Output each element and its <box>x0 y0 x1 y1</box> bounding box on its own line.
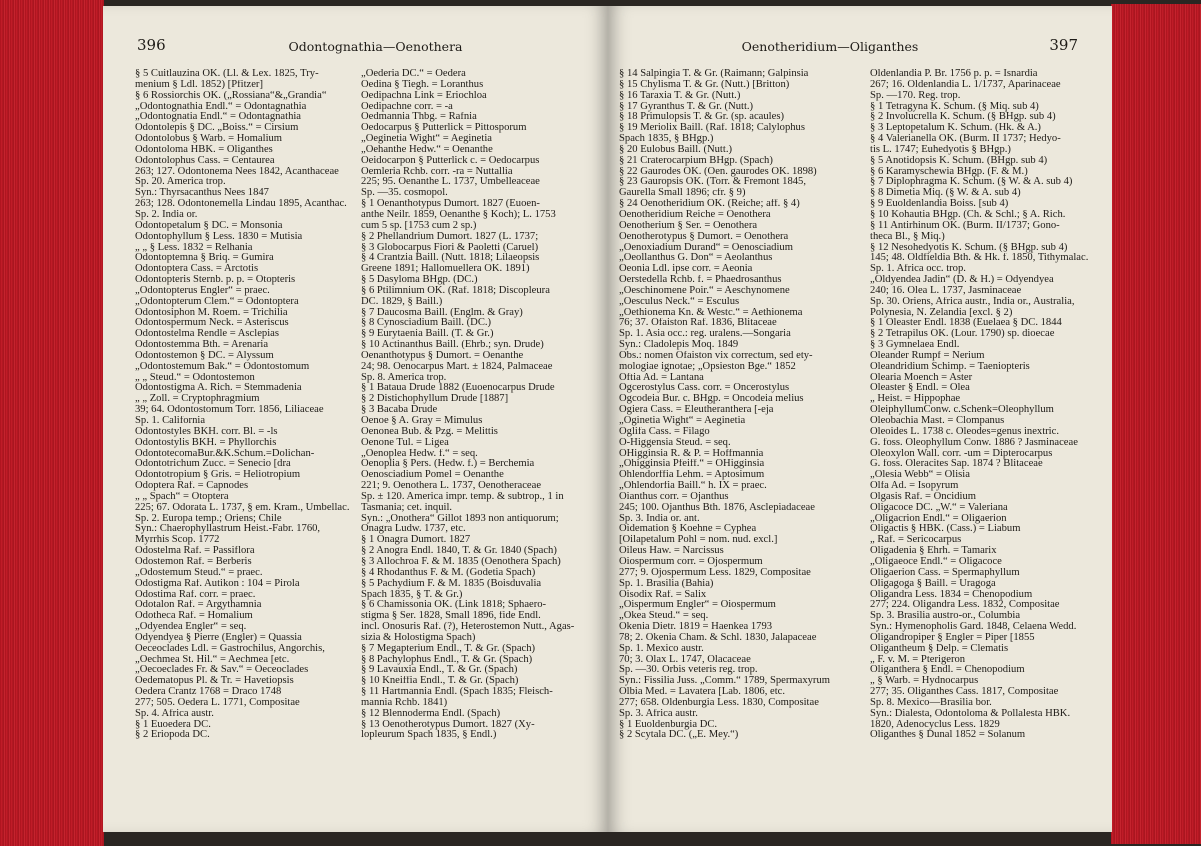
entry-line: Odontopteris Sternb. p. p. = Otopteris <box>135 275 296 286</box>
entry-line: mologiae ignotae; „Opsieston Bge.“ 1852 <box>619 361 796 372</box>
entry-line: „Odontostemum Bak.“ = Odontostomum <box>135 361 310 372</box>
entry-line: „Odontognathia Endl.“ = Odontagnathia <box>135 101 307 112</box>
entry-line: § 3 Globocarpus Fiori & Paoletti (Caruel) <box>361 242 539 253</box>
entry-line: Oenosciadium Pomel = Oenanthe <box>361 470 504 481</box>
right-page-number: 397 <box>1049 36 1078 54</box>
entry-line: 221; 9. Oenothera L. 1737, Oenotheraceae <box>361 481 542 492</box>
entry-line: Spach 1835, § T. & Gr.) <box>361 589 463 600</box>
entry-line: § 24 Oenotheridium OK. (Reiche; aff. § 4) <box>619 199 800 210</box>
entry-line: § 20 Eulobus Baill. (Nutt.) <box>619 144 732 155</box>
entry-line: Ogcerostylus Cass. corr. = Oncerostylus <box>619 383 790 394</box>
entry-line: Oileus Haw. = Narcissus <box>619 546 724 557</box>
entry-line: Oligacoce DC. „W.“ = Valeriana <box>870 502 1008 513</box>
entry-line: Odostelma Raf. = Passiflora <box>135 546 255 557</box>
entry-line: 145; 48. Oldfieldia Bth. & Hk. f. 1850, Tithymalac. <box>870 253 1089 264</box>
entry-line: Sp. ± 120. America impr. temp. & subtrop., 1 in <box>361 491 564 502</box>
entry-line: Sp. 2. India or. <box>135 209 198 220</box>
entry-line: Olfa Ad. = Isopyrum <box>870 481 959 492</box>
entry-line: „ Heist. = Hippophae <box>870 394 961 405</box>
entry-line: Oedipachne corr. = -a <box>361 101 453 112</box>
entry-line: „Ohigginsia Pfeiff.“ = OHigginsia <box>619 459 765 470</box>
entry-line: § 13 Oenotherotypus Dumort. 1827 (Xy- <box>361 719 535 730</box>
entry-line: Onagra Ludw. 1737, etc. <box>361 524 466 535</box>
entry-line: Odontostelma Rendle = Asclepias <box>135 329 279 340</box>
entry-line: „Oederia DC.“ = Oedera <box>361 69 466 79</box>
entry-line: Sp. —35. cosmopol. <box>361 188 448 199</box>
entry-line: Oleandridium Schimp. = Taeniopteris <box>870 361 1030 372</box>
entry-line: 24; 98. Oenocarpus Mart. ± 1824, Palmaceae <box>361 361 553 372</box>
entry-line: Greene 1891; Hallomuellera OK. 1891) <box>361 264 530 275</box>
right-page <box>608 6 1112 832</box>
entry-line: „ „ Steud.“ = Odontostemon <box>135 372 255 383</box>
entry-line: Oerstedella Rchb. f. = Phaedrosanthus <box>619 275 782 286</box>
entry-line: § 1 Tetragyna K. Schum. (§ Miq. sub 4) <box>870 101 1039 112</box>
right-column-1 <box>619 69 844 741</box>
entry-line: § 1 Euoedera DC. <box>135 719 211 730</box>
entry-line: Odontostyles BKH. corr. Bl. = -ls <box>135 426 278 437</box>
entry-line: Sp. 30. Oriens, Africa austr., India or., Australia, <box>870 296 1075 307</box>
entry-line: Oldenlandia P. Br. 1756 p. p. = Isnardia <box>870 69 1038 79</box>
entry-line: § 18 Primulopsis T. & Gr. (sp. acaules) <box>619 112 784 123</box>
entry-line: § 4 Valerianella OK. (Burm. II 1737; Hedyo- <box>870 134 1061 145</box>
entry-line: Sp. 3. India or. ant. <box>619 513 700 524</box>
entry-line: Odyendyea § Pierre (Engler) = Quassia <box>135 632 302 643</box>
entry-line: Oenoe § A. Gray = Mimulus <box>361 416 483 426</box>
entry-line: Oligantheum § Delp. = Clematis <box>870 643 1009 654</box>
entry-line: § 8 Pachylophus Endl., T. & Gr. (Spach) <box>361 654 533 665</box>
entry-line: Oleoides L. 1738 c. Oleodes=genus inextric. <box>870 426 1059 437</box>
entry-line: Oeidocarpon § Putterlick c. = Oedocarpus <box>361 155 540 166</box>
entry-line: cum 5 sp. [1753 cum 2 sp.) <box>361 220 477 231</box>
entry-line: Oglifa Cass. = Filago <box>619 426 710 437</box>
entry-line: Polynesia, N. Zelandia [excl. § 2) <box>870 307 1013 318</box>
entry-line: § 2 Tetrapilus OK. (Lour. 1790) sp. dioecae <box>870 329 1055 340</box>
entry-line: Oenanthotypus § Dumort. = Oenanthe <box>361 350 524 361</box>
entry-line: Syn.: Cladolepis Moq. 1849 <box>619 340 739 351</box>
entry-line: Oenotherotypus § Dumort. = Oenothera <box>619 231 789 242</box>
entry-line: 263; 128. Odontonemella Lindau 1895, Acanthac. <box>135 199 347 210</box>
entry-line: Oenotherium § Ser. = Oenothera <box>619 220 758 231</box>
entry-line: Syn.: Fissilia Juss. „Comm.“ 1789, Spermaxyrum <box>619 676 830 687</box>
entry-line: 245; 100. Ojanthus Bth. 1876, Asclepiadaceae <box>619 502 815 513</box>
entry-line: § 11 Antirhinum OK. (Burm. II/1737; Gono- <box>870 220 1060 231</box>
entry-line: Ogiera Cass. = Eleutheranthera [-eja <box>619 405 774 416</box>
entry-line: Odotheca Raf. = Homalium <box>135 611 253 622</box>
entry-line: tis L. 1747; Euhedyotis § BHgp.) <box>870 144 1011 155</box>
entry-line: Odontoptera Cass. = Arctotis <box>135 264 259 275</box>
entry-line: § 8 Cynosciadium Baill. (DC.) <box>361 318 492 329</box>
entry-line: 277; 658. Oldenburgia Less. 1830, Compositae <box>619 697 819 708</box>
entry-line: Odontostylis BKH. = Phyllorchis <box>135 437 277 448</box>
entry-line: „Oispermum Engler“ = Oiospermum <box>619 600 776 611</box>
entry-line: Odontophyllum § Less. 1830 = Mutisia <box>135 231 303 242</box>
entry-line: Sp. 1. California <box>135 416 206 426</box>
entry-line: Odontoptemna § Briq. = Gumira <box>135 253 274 264</box>
entry-line: Odostima Raf. corr. = praec. <box>135 589 256 600</box>
entry-line: „Oeschinomene Poir.“ = Aeschynomene <box>619 285 790 296</box>
entry-line: Odontolepis § DC. „Boiss.“ = Cirsium <box>135 123 299 134</box>
entry-line: § 6 Rossiorchis OK. („Rossiana“&„Grandia“ <box>135 90 327 101</box>
entry-line: § 6 Karamyschewia BHgp. (F. & M.) <box>870 166 1028 177</box>
entry-line: Sp. 8. America trop. <box>361 372 447 383</box>
entry-line: „Oecoeclades Fr. & Sav.“ = Oeceoclades <box>135 665 309 676</box>
entry-line: Oligandropiper § Engler = Piper [1855 <box>870 632 1035 643</box>
entry-line: „Oehanthe Hedw.“ = Oenanthe <box>361 144 493 155</box>
entry-line: § 6 Chamissonia OK. (Link 1818; Sphaero- <box>361 600 547 611</box>
left-page <box>103 6 608 832</box>
entry-line: Oeonia Ldl. ipse corr. = Aeonia <box>619 264 753 275</box>
entry-line: Syn.: Hymenopholis Gard. 1848, Celaena Wedd. <box>870 622 1077 633</box>
entry-line: Odostemon Raf. = Berberis <box>135 556 252 567</box>
entry-line: Olbia Med. = Lavatera [Lab. 1806, etc. <box>619 687 785 698</box>
entry-line: G. foss. Oleracites Sap. 1874 ? Blitaceae <box>870 459 1043 470</box>
entry-line: § 15 Chylisma T. & Gr. (Nutt.) [Britton) <box>619 79 790 90</box>
entry-line: incl. Onosuris Raf. (?), Heterostemon Nutt., Agas- <box>361 622 575 633</box>
entry-line: Oftia Ad. = Lantana <box>619 372 704 383</box>
entry-line: Odontosiphon M. Roem. = Trichilia <box>135 307 288 318</box>
right-running-head: Oenotheridium—Oliganthes <box>741 39 919 54</box>
entry-line: Oenoplia § Pers. (Hedw. f.) = Berchemia <box>361 459 535 470</box>
entry-line: § 7 Diplophragma K. Schum. (§ W. & A. sub 4) <box>870 177 1073 188</box>
entry-line: Oligadenia § Ehrh. = Tamarix <box>870 546 997 557</box>
entry-line: § 4 Crantzia Baill. (Nutt. 1818; Lilaeopsis <box>361 253 540 264</box>
entry-line: theca Bl., § Miq.) <box>870 231 945 242</box>
entry-line: Odontoloma HBK. = Oliganthes <box>135 144 273 155</box>
entry-line: Odontostigma A. Rich. = Stemmadenia <box>135 383 302 394</box>
entry-line: 76; 37. Ofaiston Raf. 1836, Blitaceae <box>619 318 777 329</box>
entry-line: § 4 Rhodanthus F. & M. (Godetia Spach) <box>361 567 536 578</box>
entry-line: Sp. 1. Africa occ. trop. <box>870 264 966 275</box>
entry-line: § 5 Dasyloma BHgp. (DC.) <box>361 275 478 286</box>
entry-line: 70; 3. Olax L. 1747, Olacaceae <box>619 654 751 665</box>
entry-line: Sp. 3. Brasilia austro-or., Columbia <box>870 611 1021 622</box>
entry-line: Oligaerion Cass. = Spermaphyllum <box>870 567 1020 578</box>
entry-line: Odontospermum Neck. = Asteriscus <box>135 318 289 329</box>
entry-line: 78; 2. Okenia Cham. & Schl. 1830, Jalapaceae <box>619 632 817 643</box>
entry-line: G. foss. Oleophyllum Conw. 1886 ? Jasminaceae <box>870 437 1078 448</box>
entry-line: „Odontopterum Clem.“ = Odontoptera <box>135 296 299 307</box>
entry-line: „ „ § Less. 1832 = Relhania <box>135 242 253 253</box>
entry-line: § 7 Daucosma Baill. (Englm. & Gray) <box>361 307 523 318</box>
entry-line: Oenone Tul. = Ligea <box>361 437 449 448</box>
entry-line: Oenonea Bub. & Pzg. = Melittis <box>361 426 498 437</box>
entry-line: Odontostemma Bth. = Arenaria <box>135 340 269 351</box>
entry-line: OdontotecomaBur.&K.Schum.=Dolichan- <box>135 448 315 459</box>
entry-line: 1820, Adenocyclus Less. 1829 <box>870 719 1000 730</box>
entry-line: Sp. 1. Mexico austr. <box>619 643 704 654</box>
entry-line: Olgasis Raf. = Oncidium <box>870 491 977 502</box>
entry-line: 263; 127. Odontonema Nees 1842, Acanthaceae <box>135 166 339 177</box>
entry-line: § 19 Meriolix Baill. (Raf. 1818; Calylophus <box>619 123 805 134</box>
entry-line: § 10 Actinanthus Baill. (Ehrb.; syn. Drude) <box>361 340 544 351</box>
entry-line: Sp. 20. America trop. <box>135 177 226 188</box>
entry-line: § 11 Hartmannia Endl. (Spach 1835; Fleisch- <box>361 687 553 698</box>
entry-line: Oianthus corr. = Ojanthus <box>619 491 729 502</box>
left-column-1 <box>135 69 360 741</box>
entry-line: Sp. 8. Mexico—Brasilia bor. <box>870 697 992 708</box>
entry-line: Syn.: Thyrsacanthus Nees 1847 <box>135 188 269 199</box>
entry-line: § 14 Salpingia T. & Gr. (Raimann; Galpinsia <box>619 69 809 79</box>
entry-line: § 1 Euoldenburgia DC. <box>619 719 718 730</box>
entry-line: § 12 Nesohedyotis K. Schum. (§ BHgp. sub 4) <box>870 242 1068 253</box>
entry-line: § 22 Gaurodes OK. (Oen. gaurodes OK. 1898) <box>619 166 817 177</box>
entry-line: § 2 Scytala DC. („E. Mey.“) <box>619 730 739 741</box>
entry-line: mannia Rchb. 1841) <box>361 697 448 708</box>
entry-line: § 9 Lavauxia Endl., T. & Gr. (Spach) <box>361 665 518 676</box>
entry-line: „Oenoplea Hedw. f.“ = seq. <box>361 448 478 459</box>
entry-line: Oleander Rumpf = Nerium <box>870 350 985 361</box>
entry-line: „ § Warb. = Hydnocarpus <box>870 676 979 687</box>
entry-line: [Oilapetalum Pohl = nom. nud. excl.] <box>619 535 778 546</box>
entry-line: Oidemation § Koehne = Cyphea <box>619 524 757 535</box>
entry-line: Oedera Crantz 1768 = Draco 1748 <box>135 687 282 698</box>
entry-line: Syn.: „Onothera“ Gillot 1893 non antiquorum; <box>361 513 559 524</box>
entry-line: Syn.: Dialesta, Odontoloma & Pollalesta HBK. <box>870 708 1071 719</box>
entry-line: 277; 9. Ojospermum Less. 1829, Compositae <box>619 567 811 578</box>
entry-line: Oleaster § Endl. = Olea <box>870 383 970 394</box>
entry-line: Oligagoga § Baill. = Uragoga <box>870 578 996 589</box>
entry-line: „Oligaeoce Endl.“ = Oligacoce <box>870 556 1002 567</box>
entry-line: 39; 64. Odontostomum Torr. 1856, Liliaceae <box>135 405 324 416</box>
entry-line: Oemleria Rchb. corr. -ra = Nuttallia <box>361 166 513 177</box>
entry-line: § 5 Anotidopsis K. Schum. (BHgp. sub 4) <box>870 155 1048 166</box>
entry-line: „Oesculus Neck.“ = Esculus <box>619 296 740 307</box>
entry-line: O-Higgensia Steud. = seq. <box>619 437 731 448</box>
right-page-header <box>642 36 1078 59</box>
entry-line: § 3 Allochroa F. & M. 1835 (Oenothera Spach) <box>361 556 561 567</box>
entry-line: Obs.: nomen Ofaiston vix correctum, sed ety- <box>619 350 813 361</box>
left-page-header <box>137 36 574 59</box>
entry-line: Okenia Dietr. 1819 = Haenkea 1793 <box>619 622 773 633</box>
entry-line: Sp. 3. Africa austr. <box>619 708 698 719</box>
entry-line: „Oldyendea Jadin“ (D. & H.) = Odyendyea <box>870 275 1054 286</box>
entry-line: Sp. 2. Europa temp.; Oriens; Chile <box>135 513 282 524</box>
right-column-2 <box>870 69 1095 741</box>
entry-line: Syn.: Chaerophyllastrum Heist.-Fabr. 1760, <box>135 524 321 535</box>
entry-line: 225; 67. Odorata L. 1737, § em. Kram., Umbellac. <box>135 502 350 513</box>
entry-line: Oleobachia Mast. = Clompanus <box>870 416 1005 426</box>
entry-line: 240; 16. Olea L. 1737, Jasminaceae <box>870 285 1022 296</box>
entry-line: Oiospermum corr. = Ojospermum <box>619 556 763 567</box>
entry-line: § 5 Pachydium F. & M. 1835 (Boisduvalia <box>361 578 542 589</box>
entry-line: § 7 Megapterium Endl., T. & Gr. (Spach) <box>361 643 536 654</box>
entry-line: § 2 Anogra Endl. 1840, T. & Gr. 1840 (Spach) <box>361 546 557 557</box>
entry-line: Oedmannia Thbg. = Rafnia <box>361 112 477 123</box>
entry-line: § 16 Taraxia T. & Gr. (Nutt.) <box>619 90 741 101</box>
entry-line: § 3 Leptopetalum K. Schum. (Hk. & A.) <box>870 123 1041 134</box>
entry-line: „ Raf. = Sericocarpus <box>870 535 962 546</box>
entry-line: § 1 Bataua Drude 1882 (Euoenocarpus Drude <box>361 383 555 394</box>
left-column-2 <box>361 69 586 741</box>
entry-line: Sp. —30. Orbis veteris reg. trop. <box>619 665 758 676</box>
entry-line: Tasmania; cet. inquil. <box>361 502 453 513</box>
entry-line: Oliganthes § Dunal 1852 = Solanum <box>870 730 1026 741</box>
entry-line: stigma § Ser. 1828, Small 1896, fide Endl. <box>361 611 541 622</box>
entry-line: Ogcodeia Bur. c. BHgp. = Oncodeia melius <box>619 394 804 405</box>
entry-line: § 5 Cuitlauzina OK. (Ll. & Lex. 1825, Try- <box>135 69 319 79</box>
entry-line: Odontolobus § Warb. = Homalium <box>135 134 283 145</box>
entry-line: § 9 Eurytaenia Baill. (T. & Gr.) <box>361 329 494 340</box>
entry-line: Sp. 4. Africa austr. <box>135 708 214 719</box>
entry-line: § 2 Involucrella K. Schum. (§ BHgp. sub 4) <box>870 112 1056 123</box>
entry-line: § 2 Distichophyllum Drude [1887] <box>361 394 509 405</box>
entry-line: Oisodix Raf. = Salix <box>619 589 707 600</box>
entry-line: § 8 Dimetia Miq. (§ W. & A. sub 4) <box>870 188 1021 199</box>
entry-line: 277; 35. Oliganthes Cass. 1817, Compositae <box>870 687 1059 698</box>
entry-line: § 10 Kneiffia Endl., T. & Gr. (Spach) <box>361 676 519 687</box>
entry-line: Oeceoclades Ldl. = Gastrochilus, Angorchis, <box>135 643 325 654</box>
entry-line: 277; 505. Oedera L. 1771, Compositae <box>135 697 300 708</box>
entry-line: § 3 Gymnelaea Endl. <box>870 340 960 351</box>
entry-line: § 1 Oenanthotypus Dumort. 1827 (Euoen- <box>361 199 540 210</box>
entry-line: OleiphyllumConw. c.Schenk=Oleophyllum <box>870 405 1054 416</box>
entry-line: Odostigma Raf. Autikon : 104 = Pirola <box>135 578 300 589</box>
entry-line: anthe Neilr. 1859, Oenanthe § Koch); L. 1753 <box>361 209 556 220</box>
entry-line: „Okea Steud.“ = seq. <box>619 611 709 622</box>
entry-line: Sp. 1. Brasilia (Bahia) <box>619 578 714 589</box>
entry-line: „Odontognatia Endl.“ = Odontagnathia <box>135 112 302 123</box>
entry-line: lopleurum Spach 1835, § Endl.) <box>361 730 497 741</box>
entry-line: „Oginetia Wight“ = Aeginetia <box>619 416 746 426</box>
entry-line: „Oeollanthus G. Don“ = Aeolanthus <box>619 253 773 264</box>
entry-line: „Ohlendorfia Baill.“ h. IX = praec. <box>619 481 767 492</box>
entry-line: Odotalon Raf. = Argythamnia <box>135 600 262 611</box>
entry-line: „Odostemum Steud.“ = praec. <box>135 567 263 578</box>
entry-line: „Oligacrion Endl.“ = Oligaerion <box>870 513 1007 524</box>
entry-line: „ F. v. M. = Pterigeron <box>870 654 966 665</box>
entry-line: Oligactis § HBK. (Cass.) = Liabum <box>870 524 1021 535</box>
entry-line: 225; 95. Oenanthe L. 1737, Umbelleaceae <box>361 177 540 188</box>
entry-line: § 21 Craterocarpium BHgp. (Spach) <box>619 155 773 166</box>
entry-line: „Oechmea St. Hil.“ = Aechmea [etc. <box>135 654 290 665</box>
entry-line: „ „ Spach“ = Otoptera <box>135 491 229 502</box>
entry-line: 277; 224. Oligandra Less. 1832, Compositae <box>870 600 1060 611</box>
left-running-head: Odontognathia—Oenothera <box>288 39 463 54</box>
entry-line: Myrrhis Scop. 1772 <box>135 535 220 546</box>
entry-line: § 12 Blennoderma Endl. (Spach) <box>361 708 501 719</box>
entry-line: § 6 Ptilimnium OK. (Raf. 1818; Discopleura <box>361 285 550 296</box>
entry-line: „Oenoxiadium Durand“ = Oenosciadium <box>619 242 793 253</box>
entry-line: Oligandra Less. 1834 = Chenopodium <box>870 589 1033 600</box>
entry-line: Oedematopus Pl. & Tr. = Havetiopsis <box>135 676 294 687</box>
entry-line: Oedina § Tiegh. = Loranthus <box>361 79 484 90</box>
entry-line: „Olesia Webb“ = Olisia <box>870 470 970 481</box>
entry-line: DC. 1829, § Baill.) <box>361 296 443 307</box>
entry-line: Sp. —170. Reg. trop. <box>870 90 961 101</box>
entry-line: Odontostemon § DC. = Alyssum <box>135 350 274 361</box>
entry-line: „Oeginetia Wight“ = Aeginetia <box>361 134 492 145</box>
entry-line: Oleoxylon Wall. corr. -um = Dipterocarpus <box>870 448 1053 459</box>
entry-line: Ohlendorffia Lehm. = Aptosimum <box>619 470 765 481</box>
page-edges-right <box>1111 4 1201 844</box>
entry-line: Odontotrichum Zucc. = Senecio [dra <box>135 459 291 470</box>
entry-line: sizia & Holostigma Spach) <box>361 632 476 643</box>
entry-line: „Odontopterus Engler“ = praec. <box>135 285 270 296</box>
entry-line: „Odyendea Engler“ = seq. <box>135 622 247 633</box>
entry-line: „ „ Zoll. = Cryptophragmium <box>135 394 260 405</box>
entry-line: Oedipachna Link = Eriochloa <box>361 90 487 101</box>
entry-line: § 9 Euoldenlandia Boiss. [sub 4) <box>870 199 1009 210</box>
entry-line: Odontolophus Cass. = Centaurea <box>135 155 275 166</box>
entry-line: Odoptera Raf. = Capnodes <box>135 481 249 492</box>
entry-line: Oedocarpus § Putterlick = Pittosporum <box>361 123 527 134</box>
entry-line: § 3 Bacaba Drude <box>361 405 438 416</box>
entry-line: 267; 16. Oldenlandia L. 1/1737, Aparinaceae <box>870 79 1061 90</box>
entry-line: § 1 Onagra Dumort. 1827 <box>361 535 471 546</box>
entry-line: OHigginsia R. & P. = Hoffmannia <box>619 448 764 459</box>
entry-line: § 17 Gyranthus T. & Gr. (Nutt.) <box>619 101 754 112</box>
page-edges-left <box>0 0 104 846</box>
entry-line: § 2 Phellandrium Dumort. 1827 (L. 1737; <box>361 231 539 242</box>
entry-line: „Oethionema Kn. & Westc.“ = Aethionema <box>619 307 803 318</box>
entry-line: Sp. 1. Asia occ.: reg. uralens.—Songaria <box>619 329 791 340</box>
entry-line: Odontopetalum § DC. = Monsonia <box>135 220 283 231</box>
left-page-number: 396 <box>137 36 166 54</box>
entry-line: Oliganthera § Endl. = Chenopodium <box>870 665 1025 676</box>
entry-line: § 23 Gauropsis OK. (Torr. & Fremont 1845, <box>619 177 806 188</box>
entry-line: Olearia Moench = Aster <box>870 372 973 383</box>
entry-line: § 1 Oleaster Endl. 1838 (Euelaea § DC. 1844 <box>870 318 1062 329</box>
entry-line: Odontotropium § Gris. = Heliotropium <box>135 470 301 481</box>
entry-line: Oenotheridium Reiche = Oenothera <box>619 209 771 220</box>
entry-line: § 2 Eriopoda DC. <box>135 730 210 741</box>
entry-line: Gaurella Small 1896; cfr. § 9) <box>619 188 746 199</box>
entry-line: Spach 1835, § BHgp.) <box>619 134 714 145</box>
entry-line: menium § Ldl. 1852) [Pfitzer] <box>135 79 263 90</box>
entry-line: § 10 Kohautia BHgp. (Ch. & Schl.; § A. Rich. <box>870 209 1066 220</box>
